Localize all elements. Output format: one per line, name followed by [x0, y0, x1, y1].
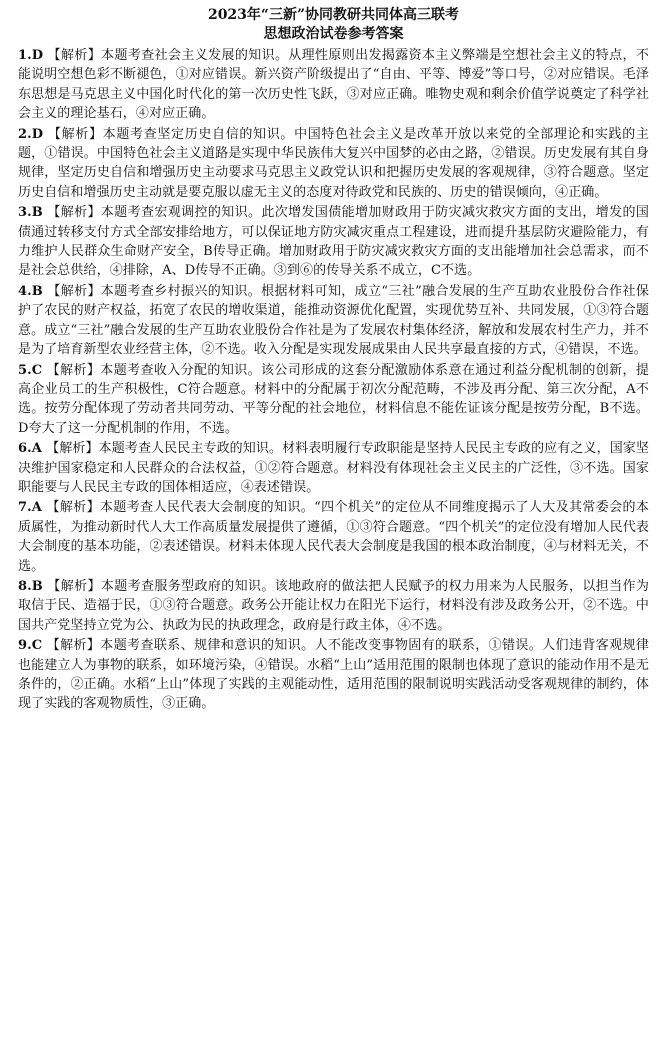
answer-number: 2.D [18, 126, 44, 142]
answer-explanation: 【解析】本题考查乡村振兴的知识。根据材料可知，成立“三社”融合发展的生产互助农业股份合作社保护了农民的财产权益，拓宽了农民的增收渠道，能推动资源优化配置，实现优势互补、共同发展，①③符合题意。成立“三社”融合发展的生产互助农业股份合作社是为了发展农村集体经济，解放和发展农村生产力，并不是为了培育新型农业经营主体，②不选。收入分配是实现发展成果由人民共享最直接的方式，④错误，不选。 [18, 283, 649, 358]
answer-explanation: 【解析】本题考查服务型政府的知识。该地政府的做法把人民赋予的权力用来为人民服务，以担当作为取信于民、造福于民，①③符合题意。政务公开能让权力在阳光下运行，材料没有涉及政务公开，②不选。中国共产党坚持立党为公、执政为民的执政理念，政府是行政主体，④不选。 [18, 578, 649, 633]
answer-number: 5.C [18, 362, 43, 378]
answer-item-3 [18, 203, 649, 281]
answer-explanation: 【解析】本题考查收入分配的知识。该公司形成的这套分配激励体系意在通过利益分配机制的创新，提高企业员工的生产积极性，C符合题意。材料中的分配属于初次分配范畴，不涉及再分配、第三次分配，A不选。按劳分配体现了劳动者共同劳动、平等分配的社会地位，材料信息不能佐证该分配是按劳分配，B不选。D夸大了这一分配机制的作用，不选。 [18, 362, 649, 436]
answer-number: 4.B [18, 283, 43, 299]
document-subtitle: 思想政治试卷参考答案 [263, 26, 404, 42]
answer-explanation: 【解析】本题考查人民代表大会制度的知识。“四个机关”的定位从不同维度揭示了人大及其常委会的本质属性，为推动新时代人大工作高质量发展提供了遵循，①③符合题意。“四个机关”的定位没有增加人民代表大会制度的基本功能，②表述错误。材料未体现人民代表大会制度是我国的根本政治制度，④与材料无关，不选。 [18, 500, 649, 574]
answer-explanation: 【解析】本题考查坚定历史自信的知识。中国特色社会主义是改革开放以来党的全部理论和实践的主题，①错误。中国特色社会主义道路是实现中华民族伟大复兴中国梦的必由之路，②错误。历史发展有其自身规律，坚定历史自信和增强历史主动要求马克思主义政党认识和把握历史发展的客观规律，③符合题意。坚定历史自信和增强历史主动就是要克服以虚无主义的态度对待政党和民族的、历史的错误倾向，④正确。 [18, 126, 649, 200]
answer-item-8 [18, 577, 649, 635]
answer-explanation: 【解析】本题考查联系、规律和意识的知识。人不能改变事物固有的联系，①错误。人们违背客观规律也能建立人为事物的联系，如环境污染，④错误。水稻“上山”适用范围的限制也体现了意识的能动作用不是无条件的，②正确。水稻“上山”体现了实践的主观能动性，适用范围的限制说明实践活动受客观规律的制约，体现了实践的客观物质性，③正确。 [18, 638, 649, 712]
answer-explanation: 【解析】本题考查宏观调控的知识。此次增发国债能增加财政用于防灾减灾救灾方面的支出，增发的国债通过转移支付方式全部安排给地方，可以保证地方防灾减灾重点工程建设，进而提升基层防灾避险能力，有力维护人民群众生命财产安全，B传导正确。增加财政用于防灾减灾救灾方面的支出能增加社会总需求，而不是社会总供给，④排除，A、D传导不正确。③到⑥的传导关系不成立，C不选。 [18, 205, 649, 279]
answer-number: 9.C [18, 638, 43, 654]
answer-explanation: 【解析】本题考查人民民主专政的知识。材料表明履行专政职能是坚持人民民主专政的应有之义，国家坚决维护国家稳定和人民群众的合法权益，①②符合题意。材料没有体现社会主义民主的广泛性，③不选。国家职能要与人民民主专政的国体相适应，④表述错误。 [18, 441, 650, 495]
answer-number: 8.B [18, 578, 43, 594]
answer-number: 1.D [18, 48, 44, 63]
answer-item-1 [18, 46, 649, 124]
answer-item-7 [18, 498, 649, 576]
document-title: 2023年“三新”协同教研共同体高三联考 [207, 7, 460, 23]
answer-item-2 [18, 125, 649, 203]
answer-item-4 [18, 282, 649, 360]
answer-explanation: 【解析】本题考查社会主义发展的知识。从理性原则出发揭露资本主义弊端是空想社会主义的特点，不能说明空想色彩不断褪色，①对应错误。新兴资产阶级提出了“自由、平等、博爱”等口号，②对应错误。毛泽东思想是马克思主义中国化时代化的第一次历史性飞跃，③对应正确。唯物史观和剩余价值学说奠定了科学社会主义的理论基石，④对应正确。 [18, 48, 649, 122]
answer-number: 3.B [18, 205, 43, 221]
answer-item-9 [18, 636, 649, 714]
answer-item-5 [18, 361, 649, 439]
answer-number: 6.A [18, 441, 42, 457]
answer-item-6 [18, 439, 649, 497]
answer-number: 7.A [18, 500, 42, 516]
